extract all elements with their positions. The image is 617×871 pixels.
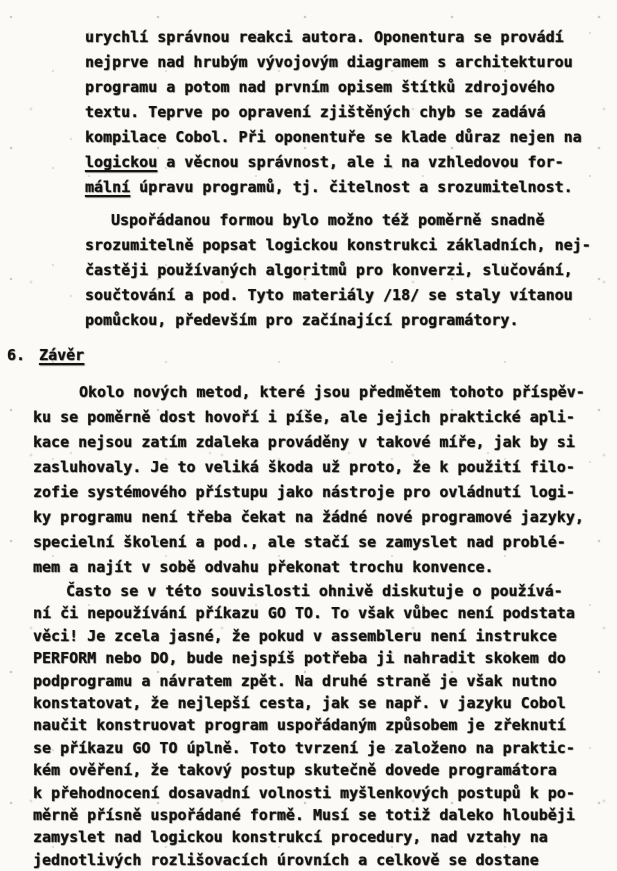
text-line: pomůckou, především pro začínající programátory. (85, 311, 519, 329)
text-line: textu. Teprve po opravení zjištěných chyb se zadává (85, 103, 546, 121)
text-line: Uspořádanou formou bylo možno též poměrně snadně (111, 211, 545, 229)
paragraph-go-to-diskuse (33, 580, 617, 871)
section-title: Závěr (39, 346, 85, 364)
text-line: kém ověření, že takový postup skutečně dovede programátora (33, 761, 557, 780)
text-line: zasluhovaly. Je to veliká škoda už proto, že k použití filo- (33, 458, 575, 476)
text-line: kompilace Cobol. Při oponentuře se klade důraz nejen na (85, 128, 582, 146)
text-line: konstatovat, že nejlepší cesta, jak se např. v jazyku Cobol (33, 694, 566, 713)
text-segment: a věcnou správnost, ale i na vzhledovou for- (157, 153, 564, 171)
text-line: specielní školení a pod., ale stačí se zamyslet nad problé- (33, 533, 566, 551)
text-line: Často se v této souvislosti ohnivě diskutuje o používá- (66, 582, 563, 600)
text-line: věci! Je zcela jasné, že pokud v assembleru není instrukce (33, 626, 557, 645)
paragraph-oponentura (85, 25, 617, 200)
text-line: Okolo nových metod, které jsou předmětem tohoto příspěv- (79, 383, 585, 401)
text-line: součtování a pod. Tyto materiály /18/ se staly vítanou (85, 286, 573, 304)
text-line: urychlí správnou reakci autora. Oponentura se provádí (85, 28, 564, 46)
text-segment: úpravu programů, tj. čitelnost a srozumitelnost. (130, 178, 573, 196)
text-line: srozumitelně popsat logickou konstrukci základních, nej- (85, 236, 591, 254)
text-line: k přehodnocení dosavadní volnosti myšlenkových postupů k po- (33, 783, 575, 802)
text-line: měrně přísně uspořádané formě. Musí se totiž daleko hlouběji (33, 806, 575, 825)
underlined-text: mální (85, 178, 131, 196)
text-line: ky programu není třeba čekat na žádné nové programové jazyky, (33, 508, 584, 526)
text-line: nejprve nad hrubým vývojovým diagramem s architekturou (85, 53, 573, 71)
section-heading (7, 343, 617, 368)
text-line: programu a potom nad prvním opisem štítků zdrojového (85, 78, 555, 96)
section-number: 6. (7, 346, 26, 364)
text-line: PERFORM nebo DO, bude nejspíš potřeba ji nahradit skokem do (33, 649, 566, 668)
paragraph-okolo-novych-metod (33, 380, 617, 580)
text-line: zamyslet nad logickou konstrukcí procedury, nad vztahy na (33, 828, 548, 847)
text-line: mem a najít v sobě odvahu překonat trochu konvence. (33, 558, 494, 576)
text-line: podprogramu a návratem zpět. Na druhé straně je však nutno (33, 671, 557, 690)
text-line: jednotlivých rozlišovacích úrovních a celkově se dostane (33, 850, 539, 869)
underlined-text: logickou (85, 153, 158, 171)
text-line: ku se poměrně dost hovoří i píše, ale jejich praktické apli- (33, 408, 575, 426)
text-line: kace nejsou zatím zdaleka prováděny v takové míře, jak by si (33, 433, 575, 451)
paragraph-usporadana-forma (85, 208, 617, 333)
text-line (85, 175, 617, 200)
text-line (85, 150, 617, 175)
text-line: ní či nepoužívání příkazu GO TO. To však vůbec není podstata (33, 604, 575, 623)
text-line: se příkazu GO TO úplně. Toto tvrzení je založeno na praktic- (33, 738, 575, 757)
text-line: naučit konstruovat program uspořádaným způsobem je zřeknutí (33, 716, 566, 735)
text-line: zofie systémového přístupu jako nástroje pro ovládnutí logi- (33, 483, 575, 501)
text-line: častěji používaných algoritmů pro konverzi, slučování, (85, 261, 573, 279)
